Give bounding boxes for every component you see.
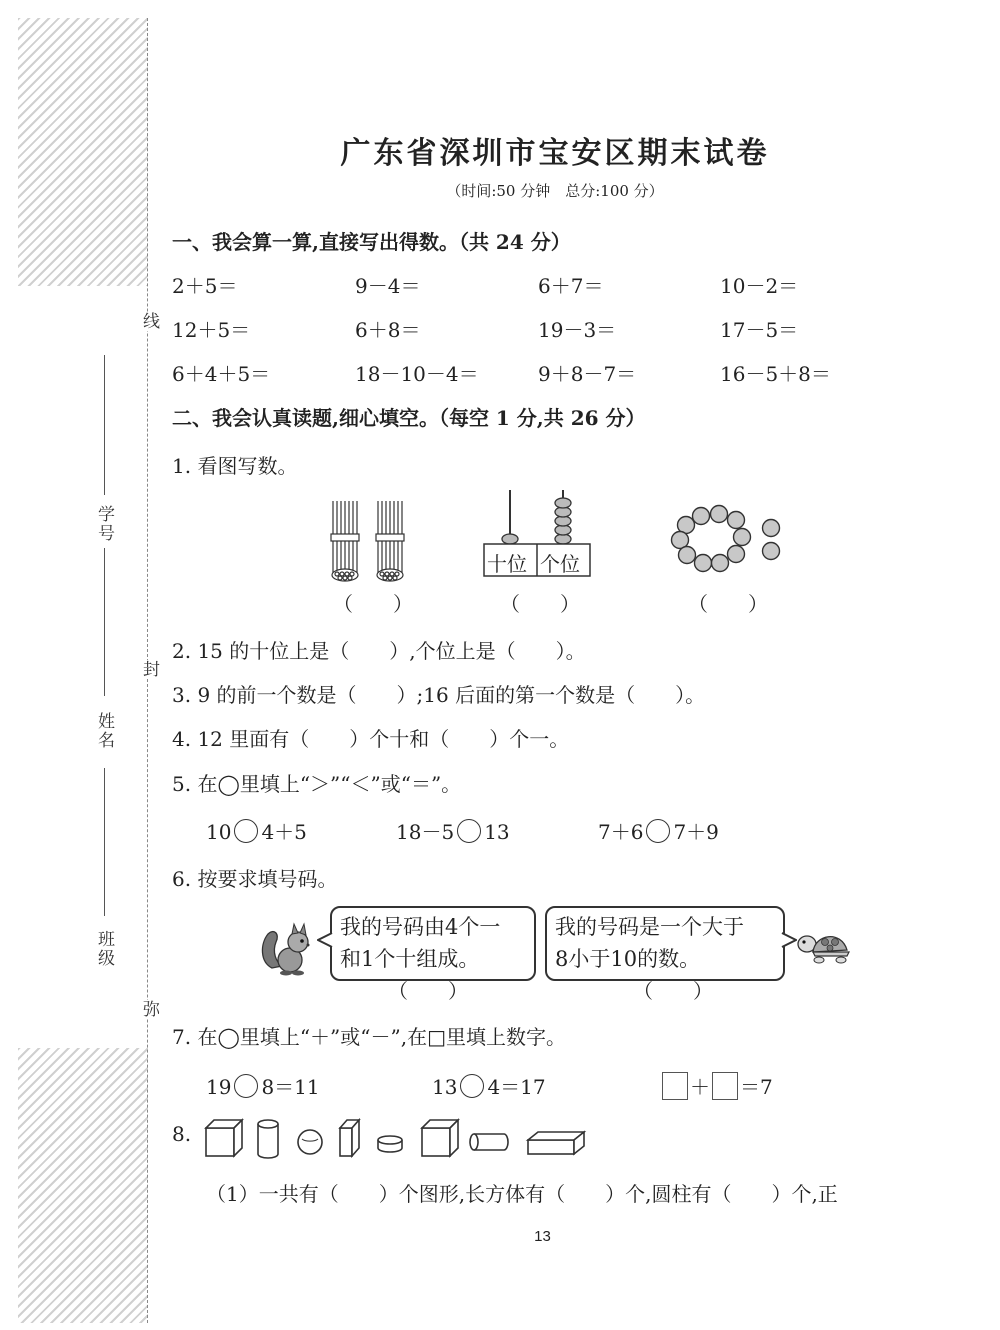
compare-right: 7＋9 [673, 820, 719, 844]
bubble2-line1: 我的号码是一个大于 [555, 915, 744, 939]
calc-item[interactable]: 9＋8－7＝ [538, 362, 637, 386]
number-box[interactable] [662, 1072, 688, 1100]
q1-answer-1[interactable]: （ ） [333, 592, 413, 616]
question-6: 6. 按要求填号码。 [172, 867, 338, 891]
bubble1-line1: 我的号码由4个一 [340, 915, 501, 939]
q7-item-3 [660, 1071, 773, 1100]
question-1: 1. 看图写数。 [172, 454, 298, 478]
q1-answer-2[interactable]: （ ） [500, 592, 580, 616]
calc-item[interactable]: 16－5＋8＝ [720, 362, 831, 386]
speech-bubble-1 [330, 906, 536, 981]
compare-left: 7＋6 [598, 820, 644, 844]
section2-heading: 二、我会认真读题,细心填空。（每空 1 分,共 26 分） [172, 406, 646, 430]
margin-hatch-bottom [18, 1048, 148, 1323]
calc-item[interactable]: 9－4＝ [355, 274, 421, 298]
margin-label-xuehao: 学号 [94, 505, 114, 543]
compare-item-3 [598, 816, 719, 845]
margin-label-xian: 线 [137, 312, 162, 331]
compare-circle[interactable] [646, 819, 670, 843]
q7-left: 19 [206, 1075, 232, 1099]
compare-circle[interactable] [234, 819, 258, 843]
page-subtitle: （时间:50 分钟 总分:100 分） [446, 182, 664, 200]
question-2[interactable]: 2. 15 的十位上是（ ）,个位上是（ ）。 [172, 639, 586, 663]
question-5: 5. 在◯里填上“＞”“＜”或“＝”。 [172, 772, 462, 796]
calc-item[interactable]: 12＋5＝ [172, 318, 251, 342]
turtle-icon [795, 922, 855, 968]
abacus-ones-label: 个位 [540, 552, 580, 576]
abacus-tens-label: 十位 [487, 552, 527, 576]
q7-right: 8＝11 [261, 1075, 320, 1099]
sign-circle[interactable] [234, 1074, 258, 1098]
question-8-line1[interactable]: （1）一共有（ ）个图形,长方体有（ ）个,圆柱有（ ）个,正 [206, 1182, 838, 1206]
bubble1-tail [317, 932, 333, 948]
calc-item[interactable]: 2＋5＝ [172, 274, 238, 298]
xuehao-underline-lower[interactable] [104, 548, 105, 696]
compare-item-2 [396, 816, 510, 845]
margin-label-xingming: 姓名 [94, 712, 114, 750]
margin-label-banji: 班级 [94, 930, 114, 968]
number-box[interactable] [712, 1072, 738, 1100]
calc-item[interactable]: 6＋7＝ [538, 274, 604, 298]
q7-eq: ＝7 [740, 1075, 773, 1099]
question-8-label: 8. [172, 1122, 192, 1146]
q1-answer-3[interactable]: （ ） [688, 592, 768, 616]
q6-answer-1[interactable]: （ ） [388, 979, 468, 1003]
compare-item-1 [206, 816, 307, 845]
q7-item-2 [432, 1071, 546, 1100]
q7-plus: ＋ [690, 1075, 710, 1099]
sign-circle[interactable] [460, 1074, 484, 1098]
question-4[interactable]: 4. 12 里面有（ ）个十和（ ）个一。 [172, 727, 570, 751]
speech-bubble-2 [545, 906, 785, 981]
page-number: 13 [534, 1228, 551, 1245]
q6-answer-2[interactable]: （ ） [633, 979, 713, 1003]
question-7: 7. 在◯里填上“＋”或“－”,在□里填上数字。 [172, 1025, 566, 1049]
margin-label-mi: 弥 [137, 1000, 162, 1019]
compare-left: 18－5 [396, 820, 455, 844]
calc-item[interactable]: 18－10－4＝ [355, 362, 479, 386]
calc-item[interactable]: 6＋8＝ [355, 318, 421, 342]
compare-left: 10 [206, 820, 232, 844]
xingming-underline[interactable] [104, 768, 105, 916]
section1-heading: 一、我会算一算,直接写出得数。（共 24 分） [172, 230, 571, 254]
calc-item[interactable]: 19－3＝ [538, 318, 617, 342]
q7-left: 13 [432, 1075, 458, 1099]
bead-ring-image [665, 504, 785, 574]
calc-item[interactable]: 10－2＝ [720, 274, 799, 298]
calc-item[interactable]: 17－5＝ [720, 318, 799, 342]
page-title: 广东省深圳市宝安区期末试卷 [340, 136, 770, 171]
compare-circle[interactable] [457, 819, 481, 843]
compare-right: 13 [484, 820, 510, 844]
xuehao-underline[interactable] [104, 355, 105, 495]
bubble2-line2: 8小于10的数。 [555, 947, 701, 971]
solid-shapes-image [202, 1114, 592, 1162]
squirrel-icon [258, 918, 318, 976]
q7-right: 4＝17 [487, 1075, 546, 1099]
stick-bundles-image [325, 497, 415, 583]
question-3[interactable]: 3. 9 的前一个数是（ ）;16 后面的第一个数是（ ）。 [172, 683, 706, 707]
q7-item-1 [206, 1071, 320, 1100]
bubble1-line2: 和1个十组成。 [340, 947, 480, 971]
compare-right: 4＋5 [261, 820, 307, 844]
margin-label-feng: 封 [137, 660, 162, 679]
calc-item[interactable]: 6＋4＋5＝ [172, 362, 271, 386]
